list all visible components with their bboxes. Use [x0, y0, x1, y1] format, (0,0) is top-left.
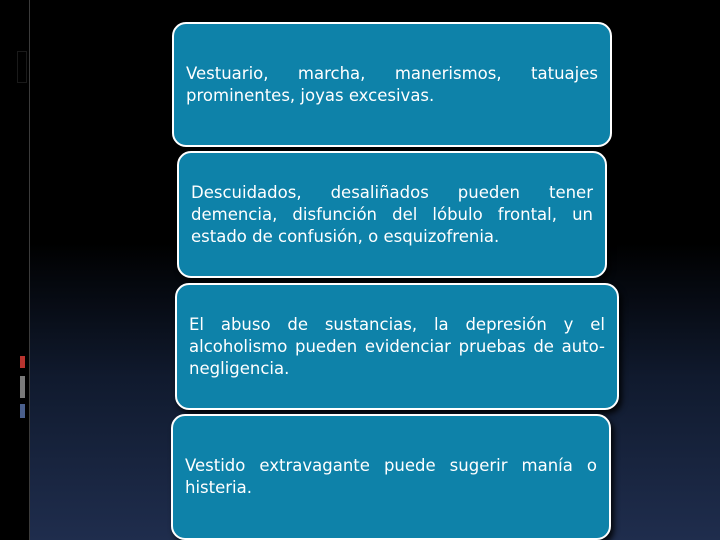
- content-box-4: [171, 414, 611, 540]
- content-box-3: [175, 283, 619, 410]
- accent-bar-blue: [20, 404, 25, 418]
- content-box-1: [172, 22, 612, 147]
- title-marker: [18, 52, 26, 82]
- vertical-divider: [29, 0, 30, 540]
- content-box-2: [177, 151, 607, 278]
- accent-bar-gray: [20, 376, 25, 398]
- content-box-2-text: Descuidados, desaliñados pueden tener demencia, disfunción del lóbulo frontal, un estado de confusión, o esquizofrenia.: [191, 182, 593, 246]
- content-box-4-text: Vestido extravagante puede sugerir manía o histeria.: [185, 456, 597, 497]
- content-box-3-text: El abuso de sustancias, la depresión y el alcoholismo pueden evidenciar pruebas de auto-negligencia.: [189, 314, 605, 378]
- content-box-1-text: Vestuario, marcha, manerismos, tatuajes prominentes, joyas excesivas.: [186, 63, 598, 105]
- accent-bar-red: [20, 356, 25, 368]
